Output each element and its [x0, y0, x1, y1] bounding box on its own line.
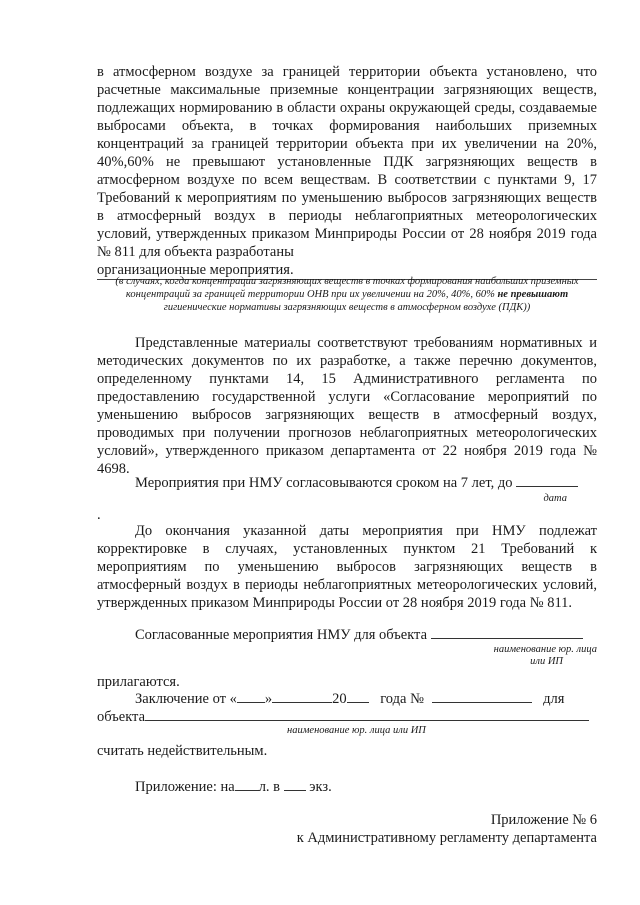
- object-word: объекта: [97, 709, 146, 725]
- appendix-line: [97, 778, 597, 796]
- conclusion-for: для: [543, 691, 565, 707]
- agreed-line: [97, 626, 597, 644]
- agreed-text: Согласованные мероприятия НМУ для объекта: [135, 627, 428, 643]
- conclusion-prefix: Заключение от «: [135, 691, 237, 707]
- term-line: [97, 474, 597, 492]
- paragraph-conclusion-text: [97, 63, 597, 280]
- paragraph-1: в атмосферном воздухе за границей территории объекта установлено, что расчетные максимальные приземные концентрации загрязняющих веществ, подлежащих нормированию в области охраны окружающей среды, создаваемые выбросами объекта, в точках формирования наибольших приземных концентраций за границей территории объекта при их увеличении на 20%, 40%,60% не превышают установленные ПДК загрязняющих веществ в атмосферном воздухе по всем веществам. В соответствии с пунктами 9, 17 Требований к мероприятиям по уменьшению выбросов загрязняющих веществ в атмосферный воздух в периоды неблагоприятных метеорологических условий, утвержденных приказом Минприроды России от 28 ноября 2019 года № 811 для объекта разработаны: [97, 64, 597, 260]
- paragraph-1-underlined-end: организационные мероприятия.: [97, 261, 597, 280]
- paragraph-2: Представленные материалы соответствуют требованиям нормативных и методических документов по их разработке, а также перечню документов, определенному пунктами 14, 15 Административного регламента по предоставлению государственной услуги «Согласование мероприятий по уменьшению выбросов загрязняющих веществ в атмосферный воздух, проводимых при получении прогнозов неблагоприятных метеорологических условий», утвержденного приказом департамента от 22 ноября 2019 года № 4698.: [97, 335, 597, 477]
- conclusion-number-label: года №: [380, 691, 424, 707]
- copies-blank: [284, 778, 306, 791]
- day-blank: [237, 690, 265, 703]
- legal-name-full-label: наименование юр. лица или ИП: [287, 725, 426, 736]
- date-blank: [516, 474, 578, 487]
- object-line: [97, 708, 597, 726]
- dot-mark: .: [97, 507, 101, 523]
- legal-name-label-line2: или ИП: [530, 656, 563, 667]
- conclusion-quote-close: »: [264, 691, 273, 707]
- year-prefix: 20: [332, 691, 347, 707]
- invalid-text: считать недействительным.: [97, 743, 268, 759]
- legal-name-label: [97, 644, 597, 668]
- attached-text: прилагаются.: [97, 674, 180, 690]
- pages-blank: [235, 778, 259, 791]
- note-part-2: гигиенические нормативы загрязняющих веществ в атмосферном воздухе (ПДК)): [163, 302, 531, 313]
- conclusion-line: [97, 690, 597, 708]
- appendix-text-b: л. в: [258, 779, 281, 795]
- note-pdk: [97, 275, 597, 314]
- note-bold: не превышают: [497, 289, 569, 300]
- note-part-1: (в случаях, когда концентрации загрязняющих веществ в точках формирования наибольших приземных концентраций за границей территории ОНВ при их увеличении на 20%, 40%, 60%: [115, 276, 579, 300]
- appendix-text-c: экз.: [309, 779, 332, 795]
- term-text: Мероприятия при НМУ согласовываются сроком на 7 лет, до: [135, 475, 513, 491]
- paragraph-3: До окончания указанной даты мероприятия при НМУ подлежат корректировке в случаях, установленных пунктом 21 Требований к мероприятиям по уменьшению выбросов загрязняющих веществ в атмосферный воздух в периоды неблагоприятных метеорологических условий, утвержденных приказом Минприроды России от 28 ноября 2019 года № 811.: [97, 523, 597, 611]
- year-blank: [347, 690, 369, 703]
- footer-appendix-reference: к Административному регламенту департамента: [296, 830, 597, 846]
- object-name-blank: [431, 626, 583, 639]
- footer-appendix-number: Приложение № 6: [490, 812, 597, 828]
- appendix-text-a: Приложение: на: [135, 779, 235, 795]
- date-label: дата: [543, 493, 567, 504]
- month-blank: [272, 690, 332, 703]
- number-blank: [432, 690, 532, 703]
- legal-name-label-line1: наименование юр. лица: [493, 644, 597, 655]
- object-blank: [145, 708, 589, 721]
